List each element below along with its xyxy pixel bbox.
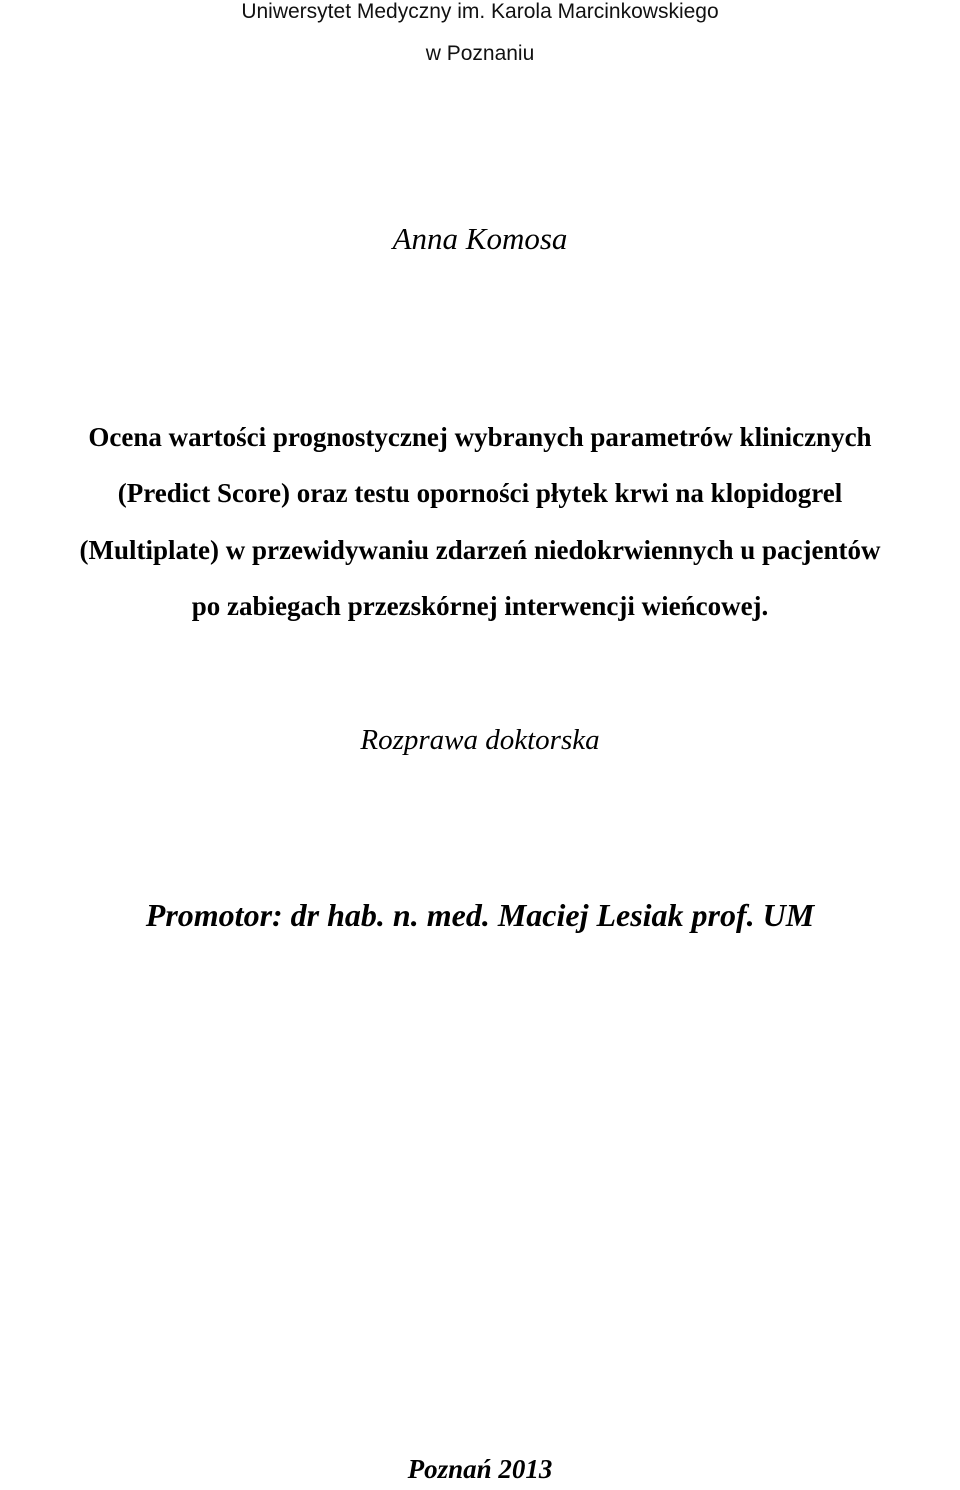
thesis-title-line: (Predict Score) oraz testu oporności płytek krwi na klopidogrel: [117, 478, 843, 508]
promotor-line: Promotor: dr hab. n. med. Maciej Lesiak prof. UM: [145, 897, 815, 933]
thesis-title-line: po zabiegach przezskórnej interwencji wieńcowej.: [191, 591, 769, 621]
author-name: Anna Komosa: [392, 221, 568, 256]
document-type: Rozprawa doktorska: [360, 724, 600, 756]
thesis-title-line: (Multiplate) w przewidywaniu zdarzeń niedokrwiennych u pacjentów: [79, 535, 881, 565]
place-and-year: Poznań 2013: [407, 1454, 553, 1484]
university-name: Uniwersytet Medyczny im. Karola Marcinkowskiego: [241, 0, 719, 23]
thesis-title-line: Ocena wartości prognostycznej wybranych parametrów klinicznych: [88, 422, 872, 452]
university-city: w Poznaniu: [425, 42, 535, 65]
